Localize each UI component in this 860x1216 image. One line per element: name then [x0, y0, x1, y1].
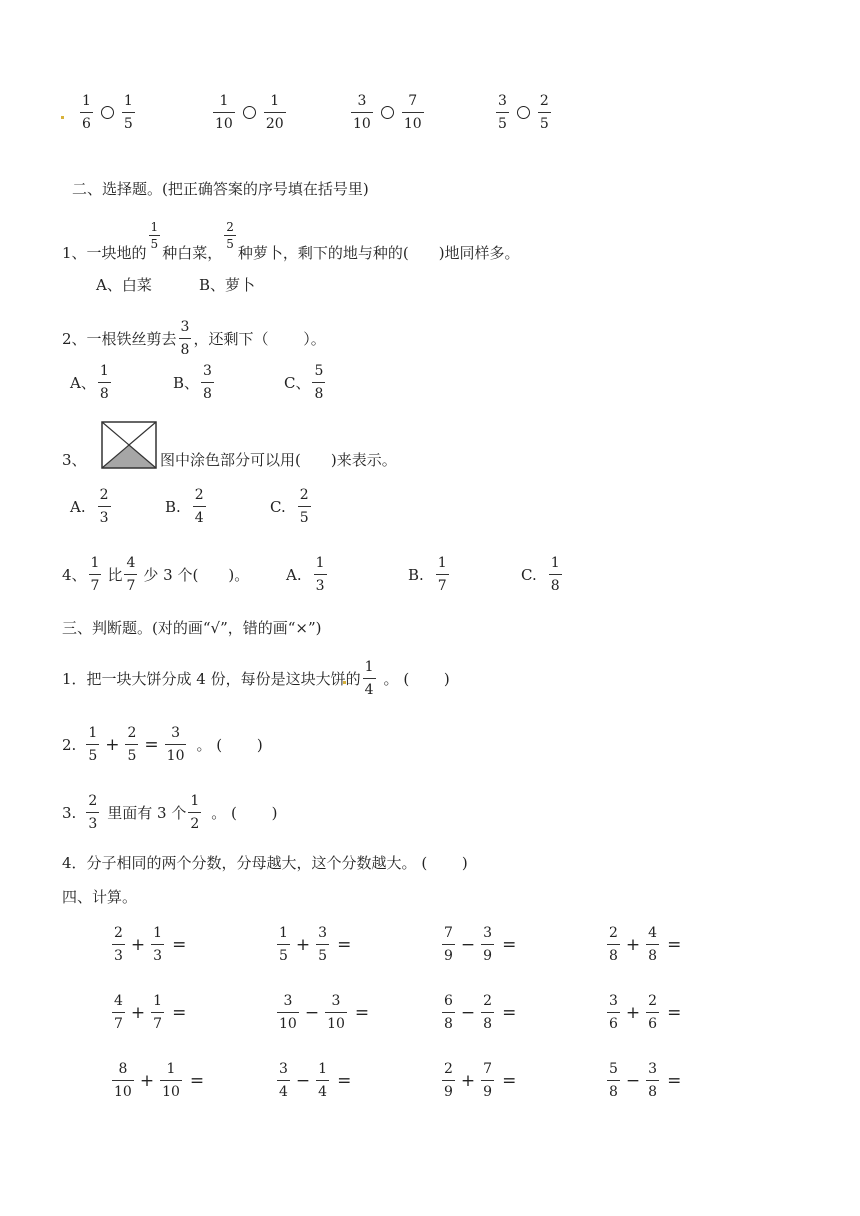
question-2	[62, 320, 326, 357]
option-c[interactable]	[284, 364, 327, 401]
operator: −	[304, 1002, 320, 1023]
fraction: $\frac{1}{5}$	[88, 725, 98, 764]
fraction: $\frac{5}{8}$	[609, 1061, 618, 1100]
fraction: $\frac{7}{9}$	[483, 1061, 493, 1100]
question-3-prefix: 3、	[62, 451, 87, 469]
fraction: $\frac{8}{10}$	[114, 1061, 132, 1100]
calc-problem	[110, 994, 190, 1031]
question-text: 。 ( )	[383, 670, 450, 688]
section-title: 二、选择题。(把正确答案的序号填在括号里)	[72, 180, 369, 198]
fraction: $\frac{7}{9}$	[444, 925, 453, 964]
calc-problem	[605, 926, 685, 963]
question-text: 少 3 个( )。	[143, 566, 250, 584]
fraction: $\frac{3}{9}$	[483, 925, 493, 964]
judge-question-1	[62, 660, 450, 697]
equals-sign: =	[189, 1070, 205, 1091]
operator: −	[460, 1002, 476, 1023]
question-1	[62, 216, 520, 263]
compare-circle[interactable]	[517, 106, 530, 119]
fraction: $\frac{3}{5}$	[318, 925, 328, 964]
fraction: $\frac{2}{3}$	[114, 925, 123, 964]
fraction: $\frac{2}{5}$	[127, 725, 137, 764]
option-a[interactable]	[286, 556, 329, 593]
calc-problem	[605, 1062, 685, 1099]
equals-sign: =	[502, 1070, 517, 1091]
judge-question-2	[62, 726, 263, 763]
calc-problem	[110, 926, 190, 963]
fraction: $\frac{3}{5}$	[498, 93, 507, 132]
option-label: C、	[284, 374, 311, 392]
option-b[interactable]: B、萝卜	[199, 276, 256, 294]
equals-sign: =	[337, 934, 352, 955]
fraction: $\frac{1}{10}$	[162, 1061, 180, 1100]
fraction: $\frac{3}{10}$	[166, 725, 185, 764]
question-text: 种萝卜，剩下的地与种的( )地同样多。	[237, 244, 520, 262]
option-label: C.	[270, 497, 286, 516]
operator: +	[130, 1002, 146, 1023]
question-text: 2、一根铁丝剪去	[62, 330, 177, 348]
fraction: $\frac{3}{8}$	[180, 319, 190, 358]
compare-item	[78, 94, 137, 131]
question-text: 。 ( )	[196, 736, 263, 754]
section-title: 四、计算。	[62, 888, 138, 906]
fraction: $\frac{3}{8}$	[648, 1061, 658, 1100]
operator: +	[130, 934, 146, 955]
fraction: $\frac{1}{5}$	[123, 93, 133, 132]
calc-problem	[440, 926, 520, 963]
fraction: $\frac{3}{4}$	[279, 1061, 288, 1100]
equals-sign: =	[667, 1002, 682, 1023]
fraction: $\frac{1}{5}$	[150, 220, 159, 251]
operator: +	[105, 734, 120, 755]
operator: −	[625, 1070, 641, 1091]
compare-item	[211, 94, 288, 131]
question-text: ，还剩下（ ）。	[193, 330, 326, 348]
question-text: 2.	[62, 735, 77, 754]
compare-item	[494, 94, 553, 131]
question-text: 。 ( )	[211, 804, 278, 822]
fraction: $\frac{2}{3}$	[88, 793, 98, 832]
fraction: $\frac{1}{10}$	[215, 93, 233, 132]
option-label: B.	[165, 497, 181, 516]
fraction: $\frac{5}{8}$	[314, 363, 324, 402]
fraction: $\frac{1}{3}$	[153, 925, 163, 964]
judge-question-4: 4．分子相同的两个分数，分母越大，这个分数越大。 ( )	[62, 854, 468, 872]
option-a[interactable]	[70, 364, 113, 401]
operator: =	[144, 734, 159, 755]
operator: +	[625, 934, 641, 955]
option-label: B、	[173, 374, 200, 392]
operator: −	[295, 1070, 311, 1091]
fraction: $\frac{1}{7}$	[437, 555, 447, 594]
equals-sign: =	[667, 934, 682, 955]
option-label: A.	[286, 565, 302, 584]
option-c[interactable]	[521, 556, 564, 593]
question-text: 种白菜，	[162, 244, 223, 262]
fraction: $\frac{1}{4}$	[318, 1061, 328, 1100]
option-b[interactable]	[173, 364, 216, 401]
question-text: 里面有 3 个	[107, 804, 187, 822]
option-label: A.	[70, 497, 86, 516]
fraction: $\frac{1}{8}$	[99, 363, 109, 402]
equals-sign: =	[502, 1002, 517, 1023]
fraction: $\frac{3}{8}$	[203, 363, 212, 402]
equals-sign: =	[502, 934, 517, 955]
fraction: $\frac{3}{6}$	[609, 993, 618, 1032]
section-title: 三、判断题。(对的画“√”，错的画“×”)	[62, 619, 322, 637]
option-a[interactable]: A、白菜	[96, 276, 152, 294]
option-c[interactable]	[270, 488, 313, 525]
calc-problem	[605, 994, 685, 1031]
fraction: $\frac{3}{10}$	[279, 993, 297, 1032]
calc-problem	[110, 1062, 208, 1099]
option-label: C.	[521, 565, 537, 584]
fraction: $\frac{2}{4}$	[194, 487, 204, 526]
fraction: $\frac{3}{10}$	[353, 93, 371, 132]
equals-sign: =	[172, 934, 187, 955]
question-4	[62, 556, 249, 593]
fraction: $\frac{1}{2}$	[190, 793, 200, 832]
option-label: A、	[70, 374, 96, 392]
equals-sign: =	[337, 1070, 352, 1091]
fraction: $\frac{1}{7}$	[90, 555, 100, 594]
shaded-triangle	[102, 445, 156, 468]
question-text: 3.	[62, 803, 77, 822]
operator: −	[460, 934, 476, 955]
equals-sign: =	[172, 1002, 187, 1023]
operator: +	[295, 934, 311, 955]
compare-circle[interactable]	[101, 106, 114, 119]
fraction: $\frac{2}{5}$	[299, 487, 309, 526]
operator: +	[460, 1070, 476, 1091]
option-a[interactable]	[70, 488, 113, 525]
calc-problem	[275, 994, 373, 1031]
fraction: $\frac{7}{10}$	[403, 93, 422, 132]
yellow-mark	[61, 116, 64, 119]
fraction: $\frac{6}{8}$	[444, 993, 453, 1032]
question-text: 1、一块地的	[62, 244, 147, 262]
compare-circle[interactable]	[243, 106, 256, 119]
operator: +	[625, 1002, 641, 1023]
option-label: B.	[408, 565, 424, 584]
compare-circle[interactable]	[381, 106, 394, 119]
question-text: 1．把一块大饼分成 4 份，每份是这块大饼的	[62, 670, 361, 688]
fraction: $\frac{1}{7}$	[153, 993, 163, 1032]
fraction: $\frac{2}{8}$	[483, 993, 493, 1032]
shaded-square-figure	[101, 421, 157, 469]
fraction: $\frac{2}{9}$	[444, 1061, 453, 1100]
fraction: $\frac{2}{5}$	[226, 220, 234, 251]
fraction: $\frac{4}{7}$	[126, 555, 136, 594]
judge-question-3	[62, 794, 278, 831]
operator: +	[139, 1070, 155, 1091]
fraction: $\frac{1}{4}$	[364, 659, 374, 698]
option-b[interactable]	[408, 556, 451, 593]
calc-problem	[440, 1062, 520, 1099]
fraction: $\frac{2}{6}$	[648, 993, 658, 1032]
calc-problem	[275, 926, 355, 963]
fraction: $\frac{4}{7}$	[114, 993, 123, 1032]
fraction: $\frac{2}{5}$	[539, 93, 549, 132]
calc-problem	[440, 994, 520, 1031]
fraction: $\frac{4}{8}$	[648, 925, 658, 964]
fraction: $\frac{1}{3}$	[315, 555, 325, 594]
fraction: $\frac{1}{5}$	[279, 925, 288, 964]
fraction: $\frac{2}{8}$	[609, 925, 618, 964]
fraction: $\frac{1}{6}$	[82, 93, 91, 132]
equals-sign: =	[667, 1070, 682, 1091]
question-text: 4、	[62, 566, 87, 584]
option-b[interactable]	[165, 488, 208, 525]
question-text: 比	[107, 566, 123, 584]
fraction: $\frac{1}{20}$	[265, 93, 284, 132]
fraction: $\frac{1}{8}$	[550, 555, 560, 594]
equals-sign: =	[354, 1002, 370, 1023]
fraction: $\frac{2}{3}$	[99, 487, 109, 526]
compare-item	[349, 94, 426, 131]
calc-problem	[275, 1062, 355, 1099]
question-3-text: 图中涂色部分可以用( )来表示。	[160, 451, 397, 469]
fraction: $\frac{3}{10}$	[327, 993, 345, 1032]
